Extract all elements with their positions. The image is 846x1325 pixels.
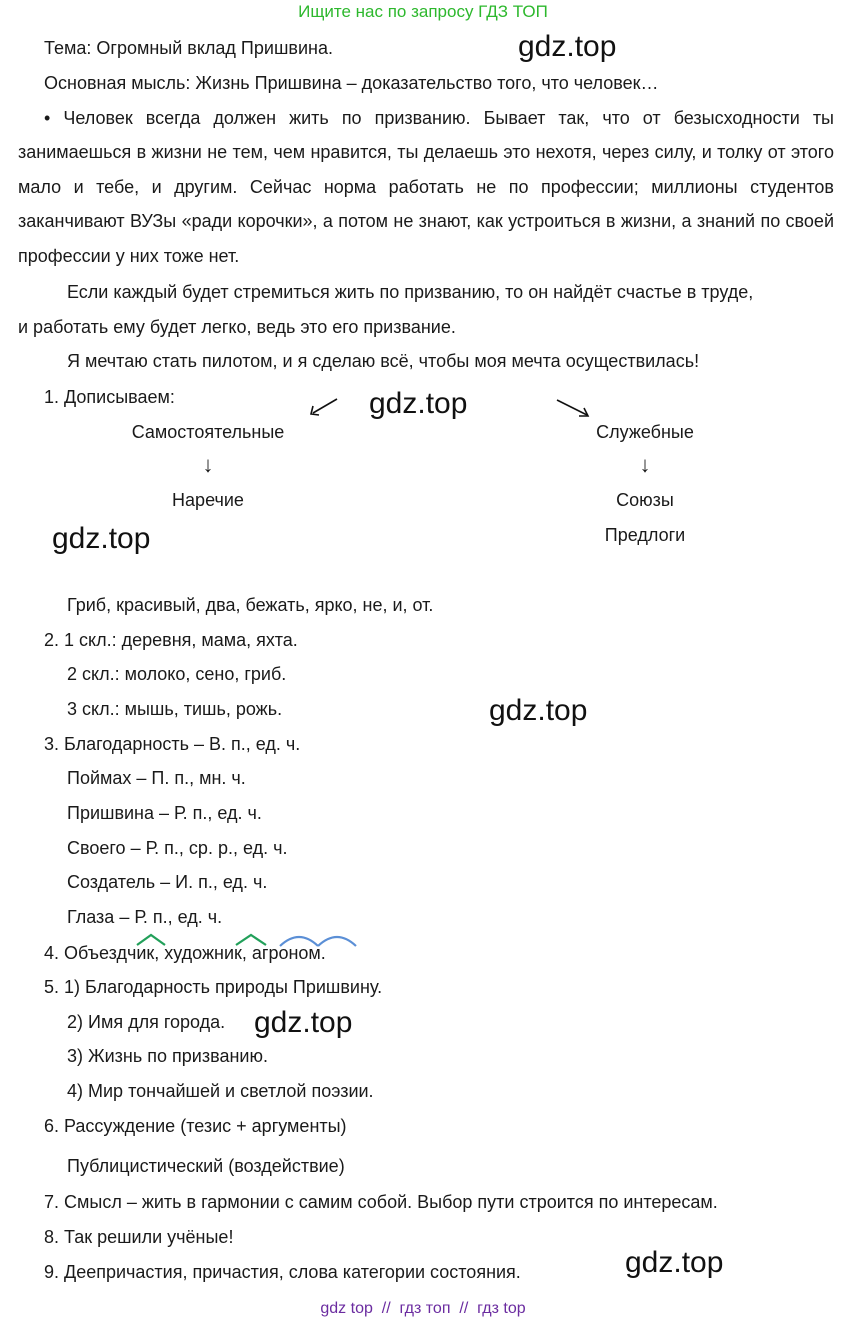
watermark: gdz.top: [625, 1246, 724, 1279]
task-4-line: 4. Объездчик, художник, агроном.: [44, 943, 326, 963]
task-3-line: Своего – Р. п., ср. р., ед. ч.: [67, 838, 288, 858]
watermark: gdz.top: [518, 30, 617, 63]
task-5-line: 2) Имя для города.: [67, 1012, 226, 1032]
right-down-arrow: ↓: [639, 452, 651, 477]
topic-line: Тема: Огромный вклад Пришвина.: [44, 38, 333, 58]
watermark: gdz.top: [254, 1006, 353, 1039]
task-2-line: 3 скл.: мышь, тишь, рожь.: [67, 699, 283, 719]
task-3-line: Глаза – Р. п., ед. ч.: [67, 907, 223, 927]
task-6-line: Публицистический (воздействие): [67, 1156, 345, 1176]
watermark: gdz.top: [489, 694, 588, 727]
task-1-label: 1. Дописываем:: [44, 387, 175, 407]
task-5-line: 3) Жизнь по призванию.: [67, 1046, 268, 1066]
paragraph-1: • Человек всегда должен жить по призванию. Бывает так, что от безысходности ты занимаешься в жизни не тем, чем нравится, ты делаешь это нехотя, через силу, и толку от этого мало и тебе, и другим. Сейчас норма работать не по профессии; миллионы студентов заканчивают ВУЗы «ради корочки», а потом не знают, как устроиться в жизни, а знаний по своей профессии у них тоже нет.: [18, 108, 834, 266]
task-5-line: 4) Мир тончайшей и светлой поэзии.: [67, 1081, 374, 1101]
task-1-words: Гриб, красивый, два, бежать, ярко, не, и, от.: [67, 595, 434, 615]
task-9-line: 9. Деепричастия, причастия, слова категории состояния.: [44, 1262, 521, 1282]
main-idea-line: Основная мысль: Жизнь Пришвина – доказательство того, что человек…: [44, 73, 659, 93]
left-down-arrow: ↓: [202, 452, 214, 477]
task-7-line: 7. Смысл – жить в гармонии с самим собой. Выбор пути строится по интересам.: [44, 1192, 718, 1212]
right-branch-item: Союзы: [616, 490, 674, 510]
task-3-line: 3. Благодарность – В. п., ед. ч.: [44, 734, 301, 754]
paragraph-2-line-1: Если каждый будет стремиться жить по призванию, то он найдёт счастье в труде,: [67, 282, 754, 302]
right-diagonal-arrow: [557, 400, 588, 416]
header-search-link[interactable]: Ищите нас по запросу ГДЗ ТОП: [298, 2, 548, 21]
task-3-line: Поймах – П. п., мн. ч.: [67, 768, 246, 788]
task-3-line: Создатель – И. п., ед. ч.: [67, 872, 268, 892]
watermark: gdz.top: [52, 522, 151, 555]
right-branch-item: Предлоги: [604, 525, 686, 545]
task-3-line: Пришвина – Р. п., ед. ч.: [67, 803, 262, 823]
right-branch-heading: Служебные: [596, 422, 694, 442]
left-branch-item: Наречие: [172, 490, 244, 510]
task-2-line: 2. 1 скл.: деревня, мама, яхта.: [44, 630, 298, 650]
task-5-line: 5. 1) Благодарность природы Пришвину.: [44, 977, 383, 997]
task-2-line: 2 скл.: молоко, сено, гриб.: [67, 664, 287, 684]
footer-links[interactable]: gdz top // гдз топ // гдз top: [320, 1300, 526, 1317]
paragraph-3: Я мечтаю стать пилотом, и я сделаю всё, чтобы моя мечта осуществилась!: [67, 351, 700, 371]
paragraph-2-line-2: и работать ему будет легко, ведь это его призвание.: [18, 317, 456, 337]
task-8-line: 8. Так решили учёные!: [44, 1227, 234, 1247]
left-diagonal-arrow: [311, 399, 337, 415]
left-branch-heading: Самостоятельные: [131, 422, 285, 442]
watermark: gdz.top: [369, 387, 468, 420]
task-6-line: 6. Рассуждение (тезис + аргументы): [44, 1116, 347, 1136]
